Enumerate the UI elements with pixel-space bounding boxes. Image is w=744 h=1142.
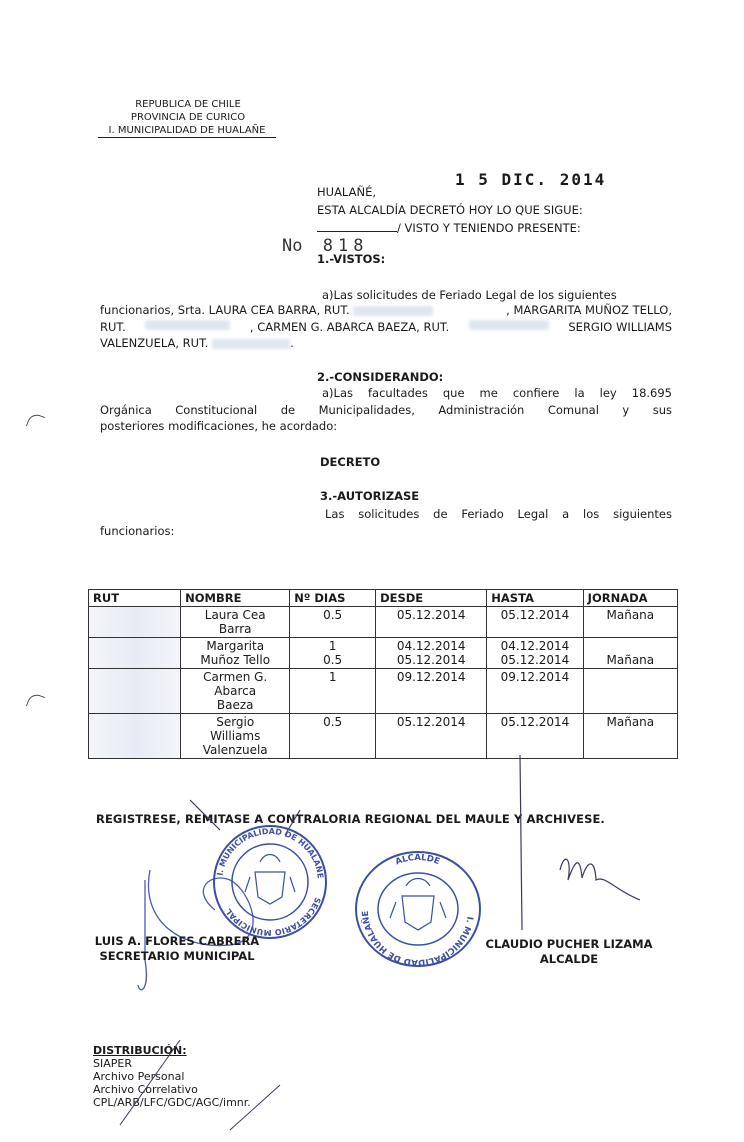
autorizase-text-b: funcionarios:: [100, 524, 175, 538]
dias-cell: 0.5: [290, 714, 376, 759]
col-header-desde: DESDE: [376, 590, 487, 607]
considerando-heading: 2.-CONSIDERANDO:: [317, 370, 444, 384]
letterhead-province: PROVINCIA DE CURICO: [130, 112, 246, 123]
jornada-cell: Mañana: [583, 638, 677, 669]
secretario-seal: [210, 822, 330, 942]
decree-number: 818: [322, 236, 369, 256]
margin-mark: [26, 692, 45, 711]
signature-stroke: [520, 755, 522, 930]
considerando-text-a: a)Las facultades que me confiere la ley 18.695: [322, 386, 672, 400]
distribution-item: CPL/ARB/LFC/GDC/AGC/imnr.: [93, 1096, 251, 1109]
seal-ring-text: ALCALDE: [394, 852, 442, 868]
vistos-text-c: RUT. , CARMEN G. ABARCA BAEZA, RUT. SERGIO WILLIAMS: [100, 320, 672, 334]
autorizase-text-a: Las solicitudes de Feriado Legal a los siguientes: [325, 507, 672, 521]
col-header-rut: RUT: [89, 590, 181, 607]
signature-stroke: [560, 859, 640, 900]
nombre-cell: Carmen G. Abarca Baeza: [181, 669, 290, 714]
redacted-rut: [145, 320, 230, 330]
col-header-nombre: NOMBRE: [181, 590, 290, 607]
desde-cell: 09.12.2014: [376, 669, 487, 714]
decree-number-prefix: No: [282, 236, 303, 256]
signer-right-name: CLAUDIO PUCHER LIZAMA: [485, 937, 653, 951]
desde-cell: 05.12.2014: [376, 714, 487, 759]
alcalde-seal: [352, 848, 484, 970]
letterhead-country: REPUBLICA DE CHILE: [135, 99, 241, 110]
svg-text:I. MUNICIPALIDAD DE HUALAÑE: [215, 827, 325, 879]
svg-text:I. MUNICIPALIDAD DE HUALAÑE: [360, 910, 474, 967]
signer-right: [478, 937, 660, 967]
dias-cell: 1: [290, 669, 376, 714]
signer-left-title: SECRETARIO MUNICIPAL: [99, 949, 255, 963]
rut-cell-redacted: [89, 669, 181, 714]
leave-table: [88, 589, 678, 759]
decreto-heading: DECRETO: [320, 455, 381, 469]
intro-visto-line: / VISTO Y TENIENDO PRESENTE:: [317, 221, 581, 236]
letterhead-municipality: I. MUNICIPALIDAD DE HUALAÑE: [98, 124, 276, 138]
jornada-cell: Mañana: [583, 714, 677, 759]
signature-stroke: [138, 960, 146, 990]
redacted-rut: [353, 306, 433, 316]
distribution-item: Archivo Personal: [93, 1070, 185, 1083]
distribution-heading: DISTRIBUCIÓN:: [93, 1044, 187, 1057]
redacted-rut: [212, 339, 290, 349]
nombre-cell: Sergio Williams Valenzuela: [181, 714, 290, 759]
desde-cell: 05.12.2014: [376, 607, 487, 638]
seal-ring-text: I. MUNICIPALIDAD DE HUALAÑE: [215, 826, 325, 879]
closing-instruction: REGISTRESE, REMITASE A CONTRALORIA REGIONAL DEL MAULE Y ARCHIVESE.: [96, 812, 605, 826]
hasta-cell: 04.12.2014 05.12.2014: [487, 638, 583, 669]
table-row: [89, 669, 678, 714]
margin-mark: [26, 412, 45, 431]
rut-cell-redacted: [89, 638, 181, 669]
hasta-cell: 05.12.2014: [487, 714, 583, 759]
hasta-cell: 05.12.2014: [487, 607, 583, 638]
redacted-rut: [469, 320, 549, 330]
col-header-hasta: HASTA: [487, 590, 583, 607]
seal-ring-text: SECRETARIO MUNICIPAL: [223, 896, 323, 938]
intro-place: HUALAÑÉ,: [317, 185, 376, 199]
vistos-text-d: VALENZUELA, RUT. .: [100, 336, 294, 350]
jornada-cell: Mañana: [583, 607, 677, 638]
table-row: [89, 607, 678, 638]
date-stamp: 1 5 DIC. 2014: [455, 170, 607, 189]
nombre-cell: Margarita Muñoz Tello: [181, 638, 290, 669]
distribution-item: Archivo Correlativo: [93, 1083, 198, 1096]
considerando-text-c: posteriores modificaciones, he acordado:: [100, 419, 338, 433]
table-row: [89, 638, 678, 669]
nombre-cell: Laura Cea Barra: [181, 607, 290, 638]
intro-decree-line: ESTA ALCALDÍA DECRETÓ HOY LO QUE SIGUE:: [317, 203, 583, 217]
dias-cell: 0.5: [290, 607, 376, 638]
vistos-heading: 1.-VISTOS:: [317, 252, 386, 266]
desde-cell: 04.12.2014 05.12.2014: [376, 638, 487, 669]
initials-stroke: [120, 1040, 180, 1125]
svg-text:ALCALDE: [394, 853, 441, 867]
considerando-text-b: Orgánica Constitucional de Municipalidades, Administración Comunal y sus: [100, 403, 672, 417]
vistos-text-a: a)Las solicitudes de Feriado Legal de los siguientes: [322, 288, 617, 302]
vistos-text-b: funcionarios, Srta. LAURA CEA BARRA, RUT. , MARGARITA MUÑOZ TELLO,: [100, 303, 672, 317]
rut-cell-redacted: [89, 607, 181, 638]
jornada-cell: [583, 669, 677, 714]
seal-ring-text: I. MUNICIPALIDAD DE HUALAÑE: [360, 910, 475, 968]
col-header-dias: Nº DIAS: [290, 590, 376, 607]
initials-stroke: [230, 1085, 280, 1130]
distribution-item: SIAPER: [93, 1057, 132, 1070]
col-header-jornada: JORNADA: [583, 590, 677, 607]
table-header-row: [89, 590, 678, 607]
signer-left-name: LUIS A. FLORES CABRERA: [94, 934, 260, 948]
signer-right-title: ALCALDE: [539, 952, 599, 966]
autorizase-heading: 3.-AUTORIZASE: [320, 489, 420, 503]
signer-left: [92, 934, 262, 964]
letterhead: [98, 98, 278, 138]
initials-strokes: [100, 1030, 300, 1135]
dias-cell: 1 0.5: [290, 638, 376, 669]
hasta-cell: 09.12.2014: [487, 669, 583, 714]
